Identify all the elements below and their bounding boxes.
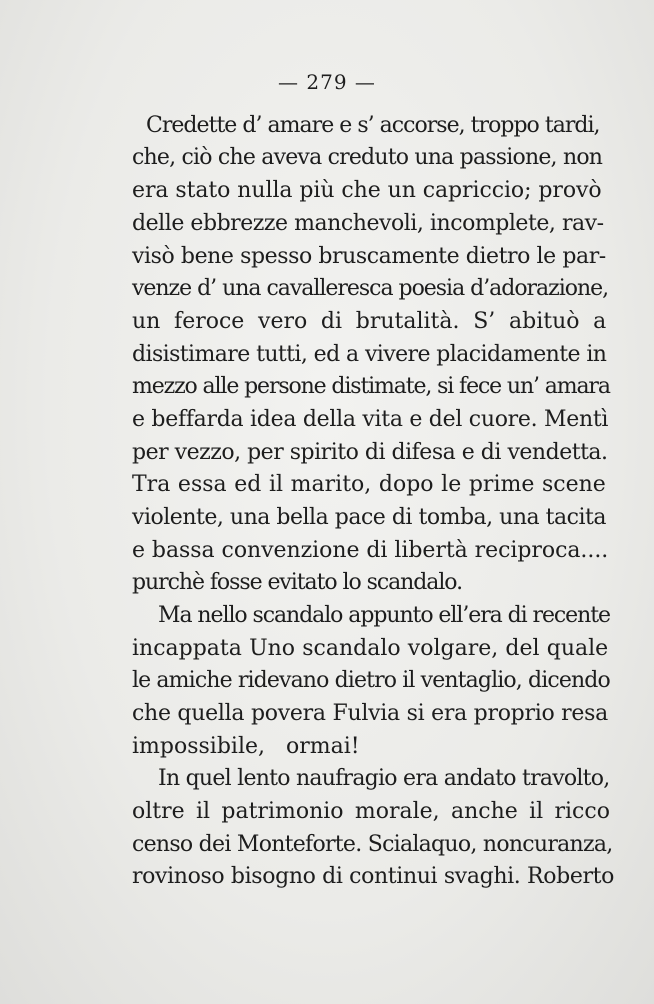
text-line: violente, una bella pace di tomba, una tacita <box>132 505 607 530</box>
text-line: venze d’ una cavalleresca poesia d’adorazione, <box>132 276 609 301</box>
text-line: In quel lento naufragio era andato travolto, <box>158 766 610 791</box>
text-line: che quella povera Fulvia si era proprio resa <box>132 701 609 726</box>
text-line: impossibile, ormai! <box>132 734 360 759</box>
text-line: era stato nulla più che un capriccio; provò <box>132 178 602 203</box>
text-line: mezzo alle persone distimate, si fece un’ amara <box>132 374 610 399</box>
text-line: purchè fosse evitato lo scandalo. <box>132 570 463 595</box>
text-line: incappata Uno scandalo volgare, del quale <box>132 636 609 661</box>
text-line: e bassa convenzione di libertà reciproca.... <box>132 538 609 563</box>
text-line: che, ciò che aveva creduto una passione, non <box>132 145 603 170</box>
text-line: per vezzo, per spirito di difesa e di vendetta. <box>132 440 608 465</box>
text-line: rovinoso bisogno di continui svaghi. Roberto <box>132 864 615 889</box>
text-line: censo dei Monteforte. Scialaquo, noncuranza, <box>132 832 613 857</box>
text-line: oltre il patrimonio morale, anche il ricco <box>132 799 610 824</box>
text-line: delle ebbrezze manchevoli, incomplete, rav- <box>132 211 604 236</box>
text-line: Ma nello scandalo appunto ell’era di recente <box>158 603 610 628</box>
text-line: e beffarda idea della vita e del cuore. Mentì <box>132 407 609 432</box>
page-number: — 279 — <box>278 70 376 94</box>
text-line: un feroce vero di brutalità. S’ abituò a <box>132 309 607 334</box>
text-line: le amiche ridevano dietro il ventaglio, dicendo <box>132 668 610 693</box>
text-line: Credette d’ amare e s’ accorse, troppo tardi, <box>146 113 600 138</box>
text-line: visò bene spesso bruscamente dietro le par- <box>132 244 606 269</box>
text-line: Tra essa ed il marito, dopo le prime scene <box>132 472 606 497</box>
text-line: disistimare tutti, ed a vivere placidamente in <box>132 342 607 367</box>
